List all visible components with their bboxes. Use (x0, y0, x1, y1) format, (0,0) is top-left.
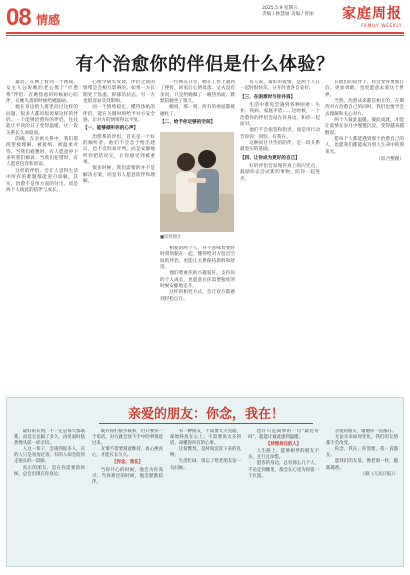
paragraph: 在他们的陪伴下，你会变得更加自信、更加勇敢，也更愿意去爱这个世界。 (325, 80, 404, 98)
section-name: 情感 (36, 13, 61, 27)
paragraph: 有一种朋友，不需要天天见面，却始终放在心上；不需要说太多的话，却懂你所有的心事。 (170, 429, 241, 447)
paragraph: 治愈系的伴侣，首先是一个好的倾听者。他们不会急于给出建议，也不会轻易评判，而是安静地听你把话说完，让你感受到被重视。 (83, 134, 155, 166)
paragraph: 而一个情绪稳定、懂得体贴的伴侣，能在关键时刻给予对方安全感，让对方的情绪得以平复。 (83, 105, 155, 124)
subheading: 【二、给予你足够的空间】 (160, 120, 216, 126)
page-number: 08 (6, 4, 31, 31)
feature-column-2 (92, 429, 163, 563)
feature-column-5 (326, 429, 398, 563)
paragraph: 很多时候，我们需要的并不是解决方案，而是有人愿意陪伴和理解。 (83, 166, 155, 185)
paragraph: 愿我们的友谊，像老酒一样，越陈越香。 (326, 459, 398, 471)
main-article (6, 80, 404, 386)
photo-caption: ■资料图片 (160, 235, 182, 240)
paragraph: 相爱的两个人，并不意味着要时时刻刻黏在一起。懂得给对方留出空间的伴侣，更能让关系保持新鲜和舒适。 (160, 246, 235, 271)
feature-byline: （据《人民日报》） (360, 471, 398, 477)
feature-title: 亲爱的朋友：你念，我在！ (127, 407, 284, 422)
subheading: 【三、在困难时与你并肩】 (240, 94, 296, 100)
article-byline: （综合整理） (376, 157, 404, 163)
paragraph: 有人说，最好的爱情，是两个人在一起时很快乐，分开时也各自安好。 (240, 80, 320, 92)
paragraph: 生活忙碌，别忘了给老朋友发一句问候。 (170, 459, 241, 471)
paragraph: 愿每个人都能遇到那个治愈自己的人，也愿我们都能成为别人生命中的那束光。 (325, 137, 404, 155)
subheading: 【你念，我在】 (112, 460, 143, 466)
paragraph: 人这一辈子，会遇到很多人，有的人只是匆匆过客，有的人却会陪你走很长的一段路。 (14, 447, 85, 465)
paragraph: 当然，治愈从来都是相互的。在期待对方治愈自己的同时，我们也要学会去理解和关心对方。 (325, 99, 404, 117)
paragraph: 一位网友分享，她在工作上遇到了挫折，回家后心情低落。丈夫没有多问，只是给她做了一碗热汤面，默默陪她坐了很久。 (160, 80, 235, 105)
couple-photo (160, 132, 234, 232)
subheading: 【四、让你成为更好的自己】 (240, 155, 300, 161)
feature-box (6, 397, 404, 567)
article-column-1 (6, 80, 78, 386)
dateline (262, 6, 314, 18)
article-column-3b (160, 246, 235, 386)
couple-photo-icon (160, 132, 234, 232)
article-column-4 (240, 80, 320, 386)
paragraph: 当你开心的时候，他会为你高兴；当你难过的时候，他会默默陪伴。 (92, 467, 163, 485)
paragraph: 最好的友情，不一定是每天都联系，而是无论隔了多久，再见面时依然像从前一样亲切。 (14, 429, 85, 447)
paragraph: 他们不会抱怨和指责，而是用行动告诉你：别怕，有我在。 (240, 128, 320, 140)
brand-name-cn: 家庭周报 (342, 6, 402, 22)
paragraph: 也许只是简单的一句“最近好吗”，就能让彼此感到温暖。 (248, 429, 319, 441)
paragraph: 两个人彼此温暖、彼此成就，才能让爱情在岁月中慢慢沉淀，变得越来越醇厚。 (325, 118, 404, 136)
paragraph: 好的伴侣会发现你身上的闪光点，鼓励你去尝试新的事物，陪你一起进步。 (240, 164, 320, 182)
paragraph: 真正的朋友，是在你需要的时候，总会出现在你身边。 (14, 465, 85, 477)
header-rule (6, 32, 404, 34)
feature-column-4 (248, 429, 319, 563)
brand-name-en: FAMILY WEEKLY (361, 24, 402, 29)
article-column-5 (325, 80, 404, 386)
paragraph: 心理学研究发现，伴侣之间的情绪是会相互影响的。如果一方长期处于焦虑、抑郁的状态，另一方也很容易受到影响。 (83, 80, 155, 105)
masthead (0, 0, 410, 40)
paragraph: 愿你的身边，总有那么几个人，不论走到哪里，都会在心里为你留一个位置。 (248, 461, 319, 479)
feature-column-3 (170, 429, 241, 563)
paragraph: 的确，在亲密关系中，我们都渴望被理解、被接纳、被温柔对待。当我们疲惫时，有人愿意停下来听我们倾诉；当我们犯错时，有人愿意包容和原谅。 (6, 137, 78, 168)
paragraph: 最近，在网上看到一个视频，女主人公说她的老公像个“疗愈系”伴侣：在她焦虑的时候耐心陪伴，在她失落的时候给她鼓励。 (6, 80, 78, 105)
header-rule-thin (6, 35, 404, 36)
newspaper-brand (342, 3, 402, 29)
paragraph: 这样的伴侣，会让人觉得生活中所有的难题都能迎刃而解。其实，治愈不是单方面的付出，而是两个人彼此的陪伴与成长。 (6, 168, 78, 193)
paragraph: 这样的相处方式，会让双方都感到轻松自在。 (160, 290, 235, 302)
paragraph: 人生路上，能够相伴的朋友不多，且行且珍惜。 (248, 449, 319, 461)
subheading: 【一、能够倾听你的心声】 (83, 126, 139, 132)
paragraph: 这份默契，是时间沉淀下来的礼物。 (170, 447, 241, 459)
paragraph: 你念，我在；你需要，我一直都在。 (326, 447, 398, 459)
article-column-2 (83, 80, 155, 386)
subheading: 【珍惜身边的人】 (265, 442, 302, 448)
paragraph: 他们尊重你的兴趣爱好，支持你的个人成长，也愿意在你需要独处的时候安静地走开。 (160, 271, 235, 290)
paragraph: 生活中难免会遇到各种困难：失业、疾病、家庭矛盾……这时候，一个治愈你的伴侣会站在你身边，和你一起面对。 (240, 103, 320, 128)
issue-date: 2025.5.9 星期五 (262, 6, 298, 11)
paragraph: 亲爱的朋友，谢谢你一直都在。 (334, 429, 397, 434)
paragraph: 她说，那一刻，所有的委屈都被融化了。 (160, 105, 235, 117)
paragraph: 或许你们很少联系，但只要你一个电话，对方就会放下手中的事情赶过来。 (92, 429, 163, 447)
paragraph: 这种同甘共苦的陪伴，是一段关系最坚实的基础。 (240, 141, 320, 153)
feature-title-rule (99, 423, 313, 424)
paragraph: 友情不需要刻意维持，真心换真心，才能长长久久。 (92, 447, 163, 459)
article-headline: 有个治愈你的伴侣是什么体验？ (75, 54, 335, 75)
paragraph: 无论未来如何变化，我们的友情都不会改变。 (326, 435, 398, 447)
feature-column-1 (14, 429, 85, 563)
editors-credit: 责编 / 林慧丽 美编 / 曾丽 (262, 12, 314, 17)
paragraph: 她在身边的人群里问过这样的问题，很多人都说很羡慕这样的伴侣。一个能够治愈你的伴侣，往往能让平淡的日子变得温暖，让一段关系长久而稳固。 (6, 105, 78, 136)
